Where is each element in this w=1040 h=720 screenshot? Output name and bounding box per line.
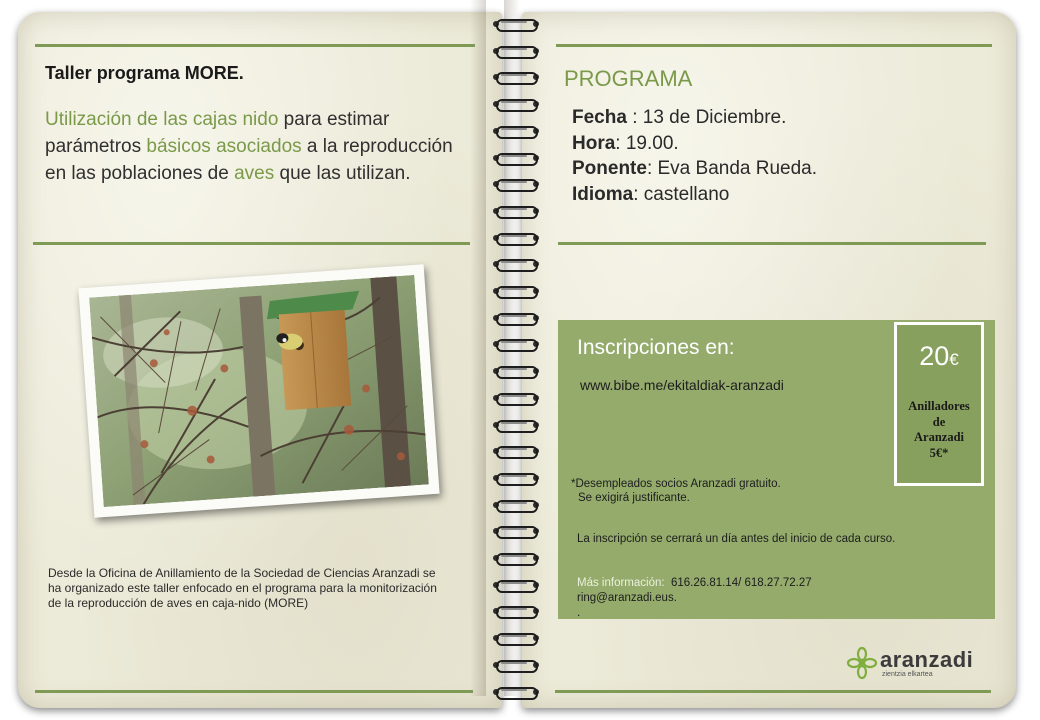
trailing-dot: . (577, 607, 581, 619)
more-info-label: Más información: (577, 577, 665, 589)
spiral-ring (493, 18, 539, 31)
spiral-ring (493, 338, 539, 351)
phone-numbers: 616.26.81.14/ 618.27.72.27 (670, 577, 812, 589)
price-note (897, 399, 981, 461)
spiral-ring (493, 312, 539, 325)
spiral-binding (493, 18, 541, 698)
price-currency: € (949, 350, 959, 369)
logo-tagline: zientzia elkartea (882, 671, 933, 678)
aranzadi-logo (846, 646, 976, 682)
price-note-line: de (932, 414, 946, 429)
spiral-ring (493, 125, 539, 138)
intro-segment: que las utilizan. (274, 163, 411, 184)
ponente-value: : Eva Banda Rueda. (646, 158, 818, 179)
intro-highlight-cajas: Utilización de las cajas nido (45, 109, 279, 130)
left-gutter-shadow (470, 0, 486, 696)
registration-link[interactable]: www.bibe.me/ekitaldiak-aranzadi (580, 377, 784, 393)
spiral-ring (493, 365, 539, 378)
programa-heading: PROGRAMA (564, 66, 693, 91)
hora-label: Hora (572, 132, 616, 154)
spiral-ring (493, 605, 539, 618)
spiral-ring (493, 45, 539, 58)
closing-note: La inscripción se cerrará un día antes del inicio de cada curso. (577, 533, 896, 545)
hora-value: : 19.00. (615, 132, 679, 154)
price-amount: 20 (919, 341, 950, 371)
price-box (894, 322, 984, 486)
hora-row (572, 131, 817, 157)
intro-text (45, 106, 477, 187)
idioma-value: : castellano (633, 183, 730, 205)
rule-bottom-left (35, 690, 473, 693)
spiral-ring (493, 686, 539, 699)
rule-mid-right (558, 242, 986, 245)
spiral-ring (493, 472, 539, 485)
ponente-label: Ponente (572, 158, 647, 179)
spiral-ring (493, 205, 539, 218)
spiral-ring (493, 525, 539, 538)
fecha-row (572, 105, 817, 131)
rule-bottom-right (555, 690, 991, 693)
intro-segment: a la reproducción en las poblaciones de (45, 136, 453, 184)
program-details (572, 105, 817, 207)
registration-heading: Inscripciones en: (577, 336, 735, 359)
rule-mid-left (33, 242, 470, 245)
spiral-ring (493, 258, 539, 271)
justification-note: Se exigirá justificante. (578, 492, 690, 504)
spiral-ring (493, 579, 539, 592)
spiral-ring (493, 445, 539, 458)
price-note-line: Anilladores (908, 399, 970, 413)
spiral-ring (493, 232, 539, 245)
spiral-ring (493, 392, 539, 405)
spiral-ring (493, 71, 539, 84)
fecha-label: Fecha (572, 107, 627, 128)
spiral-ring (493, 285, 539, 298)
price-note-line: Aranzadi (914, 430, 964, 444)
price (897, 341, 981, 372)
spiral-ring (493, 659, 539, 672)
spiral-ring (493, 499, 539, 512)
spiral-ring (493, 632, 539, 645)
spiral-ring (493, 98, 539, 111)
unemployed-footnote: *Desempleados socios Aranzadi gratuito. (571, 478, 781, 490)
spiral-ring (493, 178, 539, 191)
intro-segment: para estimar parámetros (45, 109, 390, 157)
nest-box-photo (78, 264, 439, 518)
rule-top-right (556, 44, 992, 47)
rule-top-left (35, 44, 475, 47)
ponente-row (572, 156, 817, 182)
spiral-ring (493, 552, 539, 565)
spiral-ring (493, 152, 539, 165)
spiral-ring (493, 419, 539, 432)
contact-email[interactable]: ring@aranzadi.eus. (577, 592, 677, 604)
nest-box-image (89, 275, 429, 507)
idioma-label: Idioma (572, 183, 634, 205)
idioma-row (572, 182, 817, 208)
more-info-line (577, 576, 812, 590)
intro-highlight-aves: aves (234, 163, 275, 184)
price-note-line: 5€* (929, 445, 949, 460)
leaf-icon (846, 646, 878, 680)
workshop-title: Taller programa MORE. (45, 63, 244, 83)
logo-wordmark: aranzadi (880, 647, 974, 672)
intro-highlight-basicos: básicos asociados (146, 136, 302, 157)
fecha-value: : 13 de Diciembre. (626, 107, 787, 128)
workshop-description: Desde la Oficina de Anillamiento de la Sociedad de Ciencias Aranzadi se ha organizado este taller enfocado en el programa para la monitorización de la reproducción de aves en caja-nido (MORE) (48, 566, 437, 610)
